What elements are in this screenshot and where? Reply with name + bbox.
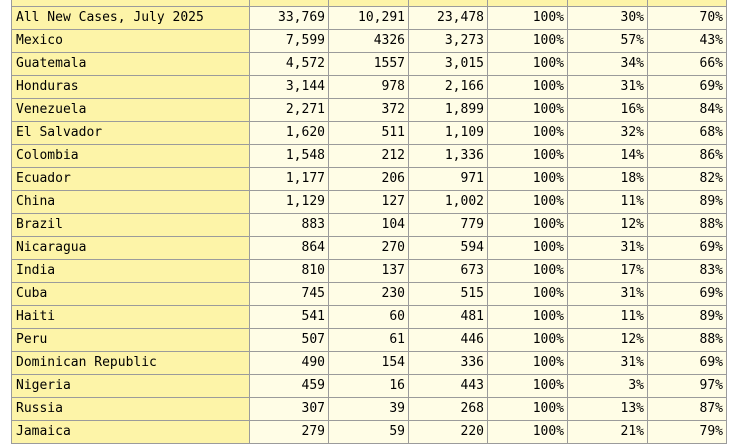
cases-table bbox=[11, 0, 727, 444]
value-cell[interactable]: 100% bbox=[488, 99, 568, 122]
value-cell[interactable]: 57% bbox=[568, 30, 648, 53]
value-cell[interactable]: 1,177 bbox=[250, 168, 329, 191]
value-cell[interactable]: 154 bbox=[329, 352, 409, 375]
value-cell[interactable]: 100% bbox=[488, 421, 568, 444]
value-cell[interactable]: 511 bbox=[329, 122, 409, 145]
value-cell[interactable]: 100% bbox=[488, 375, 568, 398]
value-cell[interactable]: 1,620 bbox=[250, 122, 329, 145]
row-label-cell[interactable]: Colombia bbox=[12, 145, 250, 168]
value-cell[interactable]: 745 bbox=[250, 283, 329, 306]
value-cell[interactable]: 372 bbox=[329, 99, 409, 122]
value-cell[interactable]: 507 bbox=[250, 329, 329, 352]
value-cell[interactable]: 16 bbox=[329, 375, 409, 398]
value-cell[interactable]: 230 bbox=[329, 283, 409, 306]
value-cell[interactable]: 779 bbox=[409, 214, 488, 237]
row-label-cell[interactable]: Mexico bbox=[12, 30, 250, 53]
value-cell[interactable]: 206 bbox=[329, 168, 409, 191]
row-label-cell[interactable]: Nigeria bbox=[12, 375, 250, 398]
value-cell[interactable]: 1,899 bbox=[409, 99, 488, 122]
value-cell[interactable]: 23,478 bbox=[409, 7, 488, 30]
value-cell[interactable]: 541 bbox=[250, 306, 329, 329]
value-cell[interactable]: 270 bbox=[329, 237, 409, 260]
value-cell[interactable]: 12% bbox=[568, 329, 648, 352]
value-cell[interactable]: 3% bbox=[568, 375, 648, 398]
value-cell[interactable]: 978 bbox=[329, 76, 409, 99]
value-cell[interactable]: 86% bbox=[648, 145, 727, 168]
value-cell[interactable]: 12% bbox=[568, 214, 648, 237]
value-cell[interactable]: 59 bbox=[329, 421, 409, 444]
value-cell[interactable]: 212 bbox=[329, 145, 409, 168]
table-row bbox=[12, 99, 727, 122]
value-cell[interactable]: 100% bbox=[488, 329, 568, 352]
value-cell[interactable]: 443 bbox=[409, 375, 488, 398]
value-cell[interactable]: 336 bbox=[409, 352, 488, 375]
value-cell[interactable]: 100% bbox=[488, 30, 568, 53]
value-cell[interactable]: 1,548 bbox=[250, 145, 329, 168]
value-cell[interactable]: 69% bbox=[648, 352, 727, 375]
value-cell[interactable]: 100% bbox=[488, 352, 568, 375]
value-cell[interactable]: 3,015 bbox=[409, 53, 488, 76]
value-cell[interactable]: 2,166 bbox=[409, 76, 488, 99]
value-cell[interactable]: 100% bbox=[488, 191, 568, 214]
value-cell[interactable]: 21% bbox=[568, 421, 648, 444]
value-cell[interactable]: 100% bbox=[488, 260, 568, 283]
table-row bbox=[12, 237, 727, 260]
value-cell[interactable]: 10,291 bbox=[329, 7, 409, 30]
value-cell[interactable]: 13% bbox=[568, 398, 648, 421]
value-cell[interactable]: 69% bbox=[648, 76, 727, 99]
table-row bbox=[12, 191, 727, 214]
value-cell[interactable]: 100% bbox=[488, 145, 568, 168]
value-cell[interactable]: 89% bbox=[648, 306, 727, 329]
value-cell[interactable]: 3,144 bbox=[250, 76, 329, 99]
value-cell[interactable]: 31% bbox=[568, 237, 648, 260]
table-row bbox=[12, 352, 727, 375]
row-label-cell[interactable]: El Salvador bbox=[12, 122, 250, 145]
value-cell[interactable]: 100% bbox=[488, 283, 568, 306]
row-label-cell[interactable]: Brazil bbox=[12, 214, 250, 237]
table-row bbox=[12, 30, 727, 53]
value-cell[interactable]: 4,572 bbox=[250, 53, 329, 76]
value-cell[interactable]: 4326 bbox=[329, 30, 409, 53]
row-label-cell[interactable]: All New Cases, July 2025 bbox=[12, 7, 250, 30]
table-row bbox=[12, 145, 727, 168]
value-cell[interactable]: 100% bbox=[488, 237, 568, 260]
value-cell[interactable]: 32% bbox=[568, 122, 648, 145]
value-cell[interactable]: 82% bbox=[648, 168, 727, 191]
row-label-cell[interactable]: Peru bbox=[12, 329, 250, 352]
row-label-cell[interactable]: Dominican Republic bbox=[12, 352, 250, 375]
value-cell[interactable]: 84% bbox=[648, 99, 727, 122]
row-label-cell[interactable]: Venezuela bbox=[12, 99, 250, 122]
value-cell[interactable]: 307 bbox=[250, 398, 329, 421]
value-cell[interactable]: 2,271 bbox=[250, 99, 329, 122]
value-cell[interactable]: 100% bbox=[488, 214, 568, 237]
value-cell[interactable]: 31% bbox=[568, 352, 648, 375]
value-cell[interactable]: 83% bbox=[648, 260, 727, 283]
value-cell[interactable]: 68% bbox=[648, 122, 727, 145]
value-cell[interactable]: 100% bbox=[488, 306, 568, 329]
value-cell[interactable]: 1,109 bbox=[409, 122, 488, 145]
value-cell[interactable]: 446 bbox=[409, 329, 488, 352]
table-row bbox=[12, 329, 727, 352]
value-cell[interactable]: 137 bbox=[329, 260, 409, 283]
value-cell[interactable]: 88% bbox=[648, 329, 727, 352]
value-cell[interactable]: 864 bbox=[250, 237, 329, 260]
value-cell[interactable]: 100% bbox=[488, 76, 568, 99]
total-row bbox=[12, 7, 727, 30]
table-row bbox=[12, 168, 727, 191]
value-cell[interactable]: 11% bbox=[568, 191, 648, 214]
table-row bbox=[12, 283, 727, 306]
table-container bbox=[11, 0, 727, 444]
value-cell[interactable]: 268 bbox=[409, 398, 488, 421]
row-label-cell[interactable]: Honduras bbox=[12, 76, 250, 99]
value-cell[interactable]: 515 bbox=[409, 283, 488, 306]
value-cell[interactable]: 17% bbox=[568, 260, 648, 283]
value-cell[interactable]: 30% bbox=[568, 7, 648, 30]
value-cell[interactable]: 673 bbox=[409, 260, 488, 283]
table-row bbox=[12, 306, 727, 329]
value-cell[interactable]: 883 bbox=[250, 214, 329, 237]
value-cell[interactable]: 61 bbox=[329, 329, 409, 352]
value-cell[interactable]: 1,129 bbox=[250, 191, 329, 214]
value-cell[interactable]: 18% bbox=[568, 168, 648, 191]
row-label-cell[interactable]: Haiti bbox=[12, 306, 250, 329]
value-cell[interactable]: 97% bbox=[648, 375, 727, 398]
table-row bbox=[12, 398, 727, 421]
table-row bbox=[12, 375, 727, 398]
table-row bbox=[12, 260, 727, 283]
value-cell[interactable]: 11% bbox=[568, 306, 648, 329]
value-cell[interactable]: 279 bbox=[250, 421, 329, 444]
value-cell[interactable]: 66% bbox=[648, 53, 727, 76]
table-row bbox=[12, 421, 727, 444]
table-row bbox=[12, 53, 727, 76]
row-label-cell[interactable]: Nicaragua bbox=[12, 237, 250, 260]
value-cell[interactable]: 33,769 bbox=[250, 7, 329, 30]
value-cell[interactable]: 16% bbox=[568, 99, 648, 122]
value-cell[interactable]: 127 bbox=[329, 191, 409, 214]
value-cell[interactable]: 1,336 bbox=[409, 145, 488, 168]
value-cell[interactable]: 100% bbox=[488, 7, 568, 30]
value-cell[interactable]: 490 bbox=[250, 352, 329, 375]
value-cell[interactable]: 60 bbox=[329, 306, 409, 329]
value-cell[interactable]: 87% bbox=[648, 398, 727, 421]
value-cell[interactable]: 100% bbox=[488, 168, 568, 191]
value-cell[interactable]: 1,002 bbox=[409, 191, 488, 214]
value-cell[interactable]: 3,273 bbox=[409, 30, 488, 53]
value-cell[interactable]: 220 bbox=[409, 421, 488, 444]
value-cell[interactable]: 104 bbox=[329, 214, 409, 237]
row-label-cell[interactable]: Guatemala bbox=[12, 53, 250, 76]
table-row bbox=[12, 76, 727, 99]
value-cell[interactable]: 31% bbox=[568, 283, 648, 306]
row-label-cell[interactable]: Jamaica bbox=[12, 421, 250, 444]
value-cell[interactable]: 100% bbox=[488, 122, 568, 145]
value-cell[interactable]: 39 bbox=[329, 398, 409, 421]
value-cell[interactable]: 14% bbox=[568, 145, 648, 168]
row-label-cell[interactable]: Russia bbox=[12, 398, 250, 421]
table-row bbox=[12, 214, 727, 237]
row-label-cell[interactable]: China bbox=[12, 191, 250, 214]
value-cell[interactable]: 69% bbox=[648, 237, 727, 260]
table-row bbox=[12, 122, 727, 145]
cases-table-body bbox=[12, 0, 727, 444]
value-cell[interactable]: 34% bbox=[568, 53, 648, 76]
value-cell[interactable]: 70% bbox=[648, 7, 727, 30]
row-label-cell[interactable]: Ecuador bbox=[12, 168, 250, 191]
value-cell[interactable]: 89% bbox=[648, 191, 727, 214]
value-cell[interactable]: 459 bbox=[250, 375, 329, 398]
row-label-cell[interactable]: Cuba bbox=[12, 283, 250, 306]
value-cell[interactable]: 1557 bbox=[329, 53, 409, 76]
value-cell[interactable]: 810 bbox=[250, 260, 329, 283]
value-cell[interactable]: 88% bbox=[648, 214, 727, 237]
value-cell[interactable]: 7,599 bbox=[250, 30, 329, 53]
value-cell[interactable]: 971 bbox=[409, 168, 488, 191]
value-cell[interactable]: 594 bbox=[409, 237, 488, 260]
value-cell[interactable]: 100% bbox=[488, 398, 568, 421]
value-cell[interactable]: 31% bbox=[568, 76, 648, 99]
value-cell[interactable]: 79% bbox=[648, 421, 727, 444]
value-cell[interactable]: 43% bbox=[648, 30, 727, 53]
value-cell[interactable]: 69% bbox=[648, 283, 727, 306]
row-label-cell[interactable]: India bbox=[12, 260, 250, 283]
value-cell[interactable]: 100% bbox=[488, 53, 568, 76]
value-cell[interactable]: 481 bbox=[409, 306, 488, 329]
